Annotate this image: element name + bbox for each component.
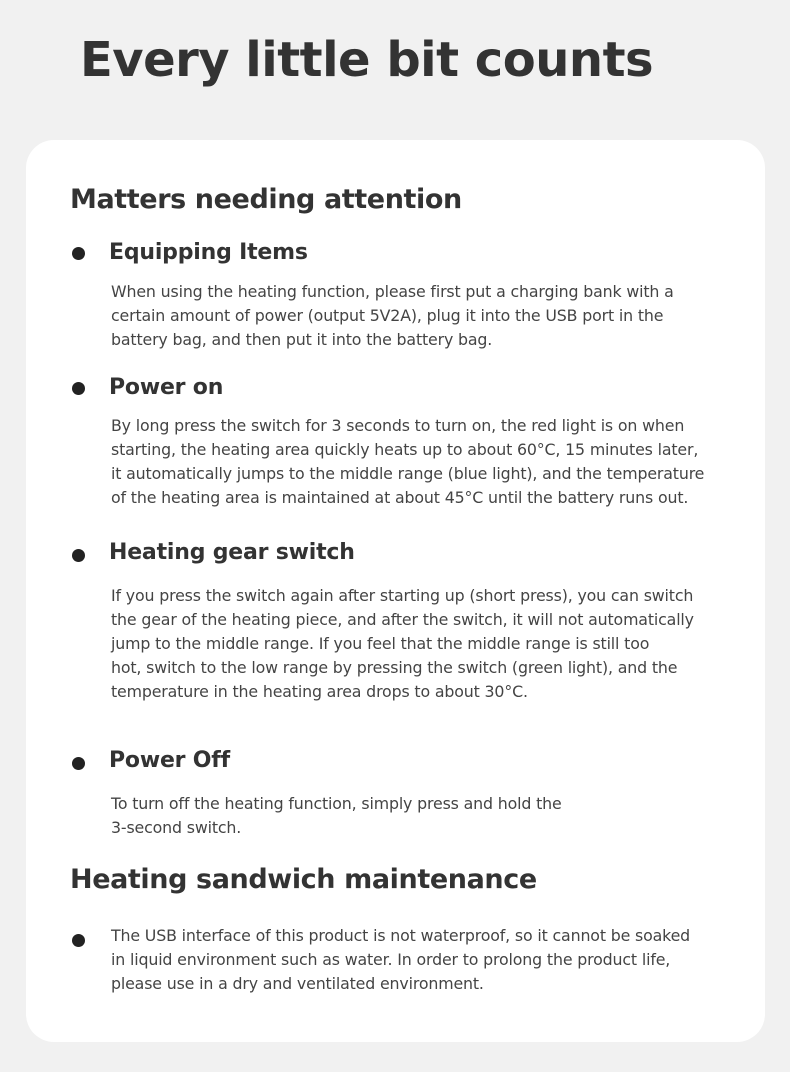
bullet-icon — [72, 757, 85, 770]
item-body-power-off: To turn off the heating function, simply press and hold the 3-second switch. — [111, 794, 562, 837]
bullet-icon — [72, 934, 85, 947]
item-body-heating-gear-switch: If you press the switch again after starting up (short press), you can switch the gear of the heating piece, and after the switch, it will not automatically jump to the middle range. If you feel that the middle range is still too hot, switch to the low range by pressing the switch (green light), and the temperature in the heating area drops to about 30°C. — [111, 586, 694, 701]
item-title-heating-gear-switch: Heating gear switch — [109, 540, 355, 565]
item-title-equipping-items: Equipping Items — [109, 240, 308, 265]
content-card — [26, 140, 765, 1042]
bullet-icon — [72, 549, 85, 562]
page-title: Every little bit counts — [80, 32, 654, 88]
bullet-icon — [72, 247, 85, 260]
item-body-equipping-items: When using the heating function, please first put a charging bank with a certain amount of power (output 5V2A), plug it into the USB port in the battery bag, and then put it into the battery bag. — [111, 282, 674, 349]
bullet-icon — [72, 382, 85, 395]
item-title-power-on: Power on — [109, 375, 224, 400]
section-heading-attention: Matters needing attention — [70, 184, 462, 215]
item-body-power-on: By long press the switch for 3 seconds to turn on, the red light is on when starting, the heating area quickly heats up to about 60°C, 15 minutes later, it automatically jumps to the middle range (blue light), and the temperature of the heating area is maintained at about 45°C until the battery runs out. — [111, 416, 705, 507]
item-title-power-off: Power Off — [109, 748, 231, 773]
item-body-maintenance: The USB interface of this product is not waterproof, so it cannot be soaked in liquid environment such as water. In order to prolong the product life, please use in a dry and ventilated environment. — [111, 926, 691, 993]
section-heading-maintenance: Heating sandwich maintenance — [70, 864, 537, 895]
